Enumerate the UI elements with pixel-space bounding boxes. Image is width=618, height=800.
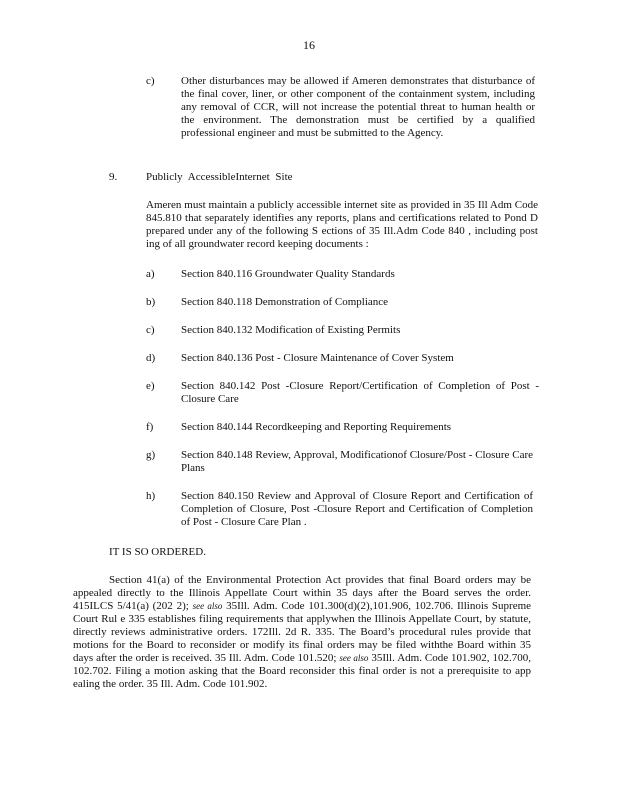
list-item-label: c) [146, 324, 155, 336]
list-item-label: h) [146, 490, 156, 502]
item-c-label: c) [146, 75, 155, 87]
ordered-statement: IT IS SO ORDERED. [109, 546, 206, 558]
appeal-text-3: 35Ill. Adm. Code 101.902, 102.700, 102.702. Filing a motion asking that the Board reconsider this final order is not a prerequisite to app ealing the order. 35 Ill. Adm. Code 101.902. [73, 652, 532, 690]
page-number: 16 [303, 38, 315, 52]
section-9-title: Publicly AccessibleInternet Site [146, 171, 293, 183]
list-item-label: b) [146, 296, 156, 308]
list-item-label: e) [146, 380, 155, 392]
list-item-text: Section 840.136 Post - Closure Maintenance of Cover System [181, 352, 454, 364]
list-item-label: g) [146, 449, 156, 461]
appeal-text-2: 35Ill. Adm. Code 101.300(d)(2),101.906, 102.706. Illinois Supreme Court Rul e 335 establishes filing requirements that applywhen the Illinois Appellate Court, by statute, directly reviews administrative orders. 172Ill. 2d R. 335. The Board’s procedural rules provide that motions for the Board to reconsider or modify its final orders may be filed withthe Board within 35 days after the order is received. 35 Ill. Adm. Code 101.520; [73, 600, 532, 664]
list-item-text: Section 840.116 Groundwater Quality Standards [181, 268, 395, 280]
appeal-paragraph [73, 574, 531, 691]
list-item-text: Section 840.148 Review, Approval, Modificationof Closure/Post - Closure Care Plans [181, 449, 533, 474]
section-9-intro: Ameren must maintain a publicly accessible internet site as provided in 35 Ill Adm Code 845.810 that separately identifies any reports, plans and certifications related to Pond D prepared under any of the following S ections of 35 Ill.Adm Code 840 , including post ing of all groundwater record keeping documents : [146, 199, 538, 250]
list-item-text: Section 840.118 Demonstration of Compliance [181, 296, 389, 308]
see-also-2: see also [339, 653, 369, 663]
appeal-text-1: Section 41(a) of the Environmental Protection Act provides that final Board orders may be appealed directly to the Illinois Appellate Court within 35 days after the Board serves the order. 415ILCS 5/41(a) (202 2); [73, 574, 531, 612]
list-item-text: Section 840.132 Modification of Existing Permits [181, 324, 401, 336]
list-item-text: Section 840.144 Recordkeeping and Reporting Requirements [181, 421, 452, 433]
list-item-label: a) [146, 268, 155, 280]
item-c-text: Other disturbances may be allowed if Ameren demonstrates that disturbance of the final cover, liner, or other component of the containment system, including any removal of CCR, will not increase the potential threat to human health or the environment. The demonstration must be certified by a qualified professional engineer and must be submitted to the Agency. [181, 75, 535, 139]
list-item-label: d) [146, 352, 156, 364]
list-item-label: f) [146, 421, 154, 433]
list-item-text: Section 840.150 Review and Approval of Closure Report and Certification of Completion of Closure, Post -Closure Report and Certification of Completion of Post - Closure Care Plan . [181, 490, 533, 528]
see-also-1: see also [192, 601, 223, 611]
list-item-text: Section 840.142 Post -Closure Report/Certification of Completion of Post - Closure Care [181, 380, 539, 405]
section-9-number: 9. [109, 171, 118, 183]
